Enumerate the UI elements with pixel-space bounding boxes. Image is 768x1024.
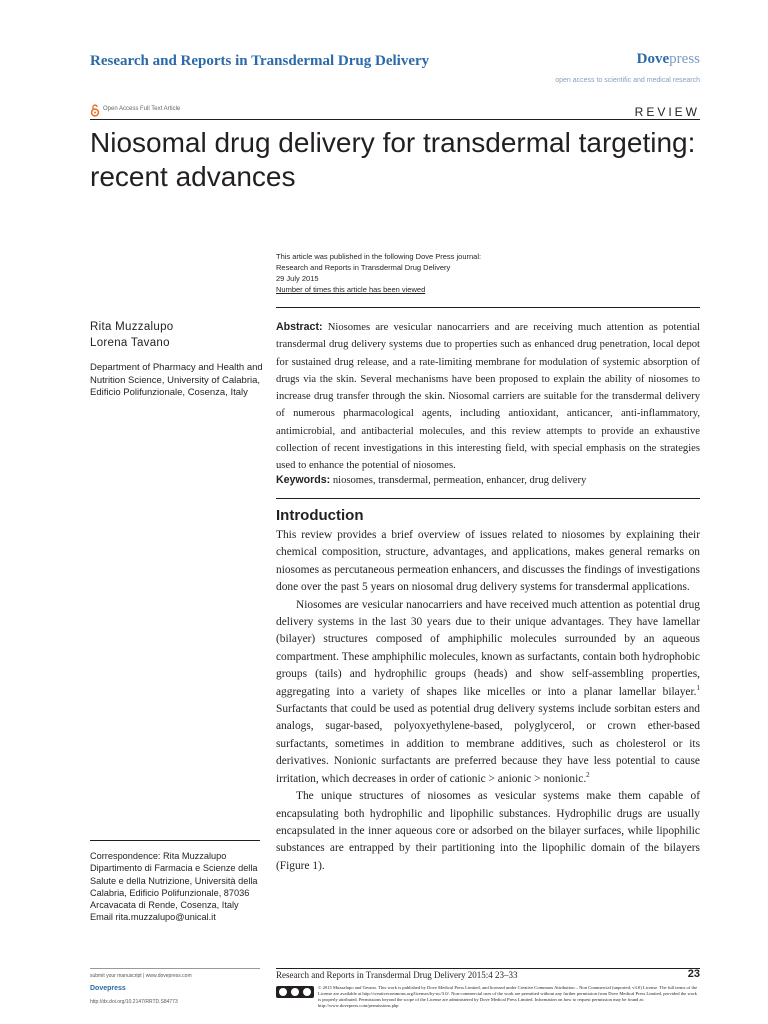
keywords-text: niosomes, transdermal, permeation, enhancer, drug delivery (332, 475, 587, 486)
abstract-text: Niosomes are vesicular nanocarriers and are receiving much attention as potential transdermal drug delivery systems due to properties such as enhanced drug penetration, local depot for sustained drug release, and a rate-limiting membrane for modulation of systemic absorption of drugs via the skin. Several mechanisms have been proposed to explain the ability of niosomes to increase drug transfer through the skin. Niosomal carriers are suitable for the transdermal delivery of numerous pharmacological agents, including antioxidant, anticancer, anti-inflammatory, antimicrobial, and antibacterial molecules, and this review attempts to provide an exhaustive collection of recent investigations in this interesting field, with special emphasis on the strategies used to enhance the potential of niosomes. (276, 322, 700, 472)
keywords (276, 472, 700, 489)
correspondence-address: Dipartimento di Farmacia e Scienze della Salute e della Nutrizione, Università della Calabria, Edificio Polifunzionale, 87036 Arcavacata di Rende, Cosenza, Italy (90, 863, 258, 911)
submit-manuscript-link[interactable]: submit your manuscript | www.dovepress.com (90, 973, 192, 979)
footer-citation: Research and Reports in Transdermal Drug Delivery 2015:4 23–33 (276, 970, 518, 980)
views-link[interactable]: Number of times this article has been viewed (276, 285, 426, 294)
creative-commons-icon[interactable] (276, 986, 314, 998)
paragraph: The unique structures of niosomes as vesicular systems make them capable of encapsulating both hydrophilic and lipophilic substances. Hydrophilic drugs are usually encapsulated in the inner aqueous core or adsorbed on the bilayer surfaces, while lipophilic substances are entrapped by their partitioning into the lipophilic domain of the bilayers (Figure 1). (276, 790, 700, 872)
brand-tagline: open access to scientific and medical research (555, 77, 700, 84)
footer-divider-right (276, 968, 700, 969)
open-access-icon (90, 103, 100, 117)
keywords-divider (276, 498, 700, 499)
pub-date: 29 July 2015 (276, 274, 319, 283)
pub-line: This article was published in the following Dove Press journal: (276, 252, 482, 261)
paragraph-text: Surfactants that could be used as potential drug delivery systems include sorbitan esters and analogs, sugar-based, polyoxyethylene-based, polyglycerol, or crown ether-based surfactants, sometimes in addition to membrane additives, such as cholesterol or its derivatives. Nonionic surfactants are preferred because they have less potential to cause irritation, which decreases in order of cationic > anionic > nonionic. (276, 703, 700, 785)
header-divider (90, 119, 700, 120)
paragraph: This review provides a brief overview of issues related to niosomes by explaining their chemical composition, structure, advantages, and applications, makes general remarks on niosomes as percutaneous permeation enhancers, and discusses the findings of investigations done over the past 5 years on niosomal drug delivery systems for transdermal applications. (276, 529, 700, 594)
keywords-label: Keywords: (276, 474, 331, 486)
correspondence-divider (90, 840, 260, 841)
author-list (90, 319, 173, 351)
section-heading: Introduction (276, 507, 364, 524)
publication-info (276, 251, 481, 295)
abstract (276, 319, 700, 475)
author-name: Lorena Tavano (90, 337, 170, 349)
pub-journal: Research and Reports in Transdermal Drug Delivery (276, 263, 451, 272)
affiliation: Department of Pharmacy and Health and Nutrition Science, University of Calabria, Edificio Polifunzionale, Cosenza, Italy (90, 362, 263, 398)
citation-ref[interactable]: 2 (586, 770, 590, 779)
author-name: Rita Muzzalupo (90, 321, 174, 333)
brand-accent: press (669, 51, 700, 67)
abstract-label: Abstract: (276, 321, 323, 333)
page-number: 23 (687, 968, 700, 980)
footer-brand[interactable]: Dovepress (90, 985, 126, 992)
journal-header[interactable]: Research and Reports in Transdermal Drug Delivery (90, 53, 430, 69)
paragraph (276, 597, 700, 788)
paragraph-text: Niosomes are vesicular nanocarriers and have received much attention as potential drug delivery systems in the last 30 years due to their unique advantages. They have lamellar (bilayer) structures composed of amphiphilic molecules surrounded by an aqueous compartment. These amphiphilic molecules, known as surfactants, contain both hydrophobic groups (tails) and hydrophilic groups (heads) and show self-assembling properties, aggregating into a variety of shapes like micelles or into a planar lamellar bilayer. (276, 598, 700, 698)
introduction-body (276, 527, 700, 875)
license-text: © 2015 Muzzalupo and Tavano. This work is published by Dove Medical Press Limited, and licensed under Creative Commons Attribution – Non Commercial (unported, v3.0) License. The full terms of the License are available at http://creativecommons.org/licenses/by-nc/3.0/. Non-commercial uses of the work are permitted without any further permission from Dove Medical Press Limited, provided the work is properly attributed. Permissions beyond the scope of the License are administered by Dove Medical Press Limited. Information on how to request permission may be found at: http://www.dovepress.com/permissions.php (318, 985, 698, 1008)
brand-main: Dove (636, 51, 670, 67)
article-type: REVIEW (634, 105, 700, 119)
dovepress-logo[interactable] (637, 51, 700, 68)
article-title: Niosomal drug delivery for transdermal targeting: recent advances (90, 127, 696, 192)
pubinfo-divider (276, 307, 700, 308)
correspondence-name: Correspondence: Rita Muzzalupo (90, 851, 227, 861)
citation-ref[interactable]: 1 (696, 683, 700, 692)
doi-link[interactable]: http://dx.doi.org/10.2147/RRTD.S84773 (90, 999, 178, 1005)
correspondence-email[interactable]: Email rita.muzzalupo@unical.it (90, 912, 216, 923)
correspondence (90, 850, 265, 924)
footer-divider-left (90, 968, 260, 969)
open-access-label: Open Access Full Text Article (103, 106, 181, 112)
